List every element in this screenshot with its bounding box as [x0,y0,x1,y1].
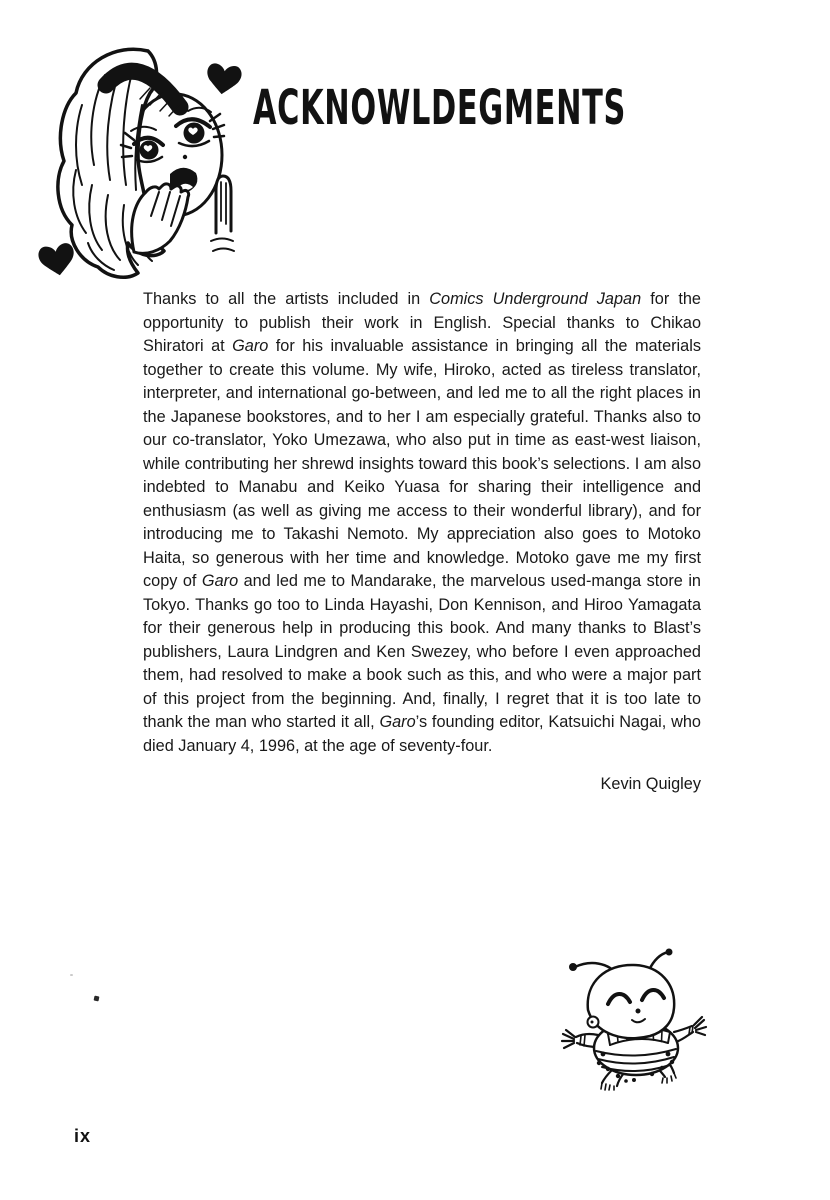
happy-bug-illustration [556,932,736,1097]
signature: Kevin Quigley [600,775,701,793]
body-block [143,288,701,797]
bug-right-arm [674,1017,706,1042]
acknowledgments-paragraph: Thanks to all the artists included in Comics Underground Japan for the opportunity to publish their work in English. Special thanks to Chikao Shiratori at Garo for his invaluable assistance in bringing all the materials together to create this volume. My wife, Hiroko, acted as tireless translator, interpreter, and international go-between, and led me to all the right places in the Japanese bookstores, and to her I am especially grateful. Thanks also to our co-translator, Yoko Umezawa, who also put in time as east-west liaison, while contributing her shrewd insights toward this book’s selections. I am also indebted to Manabu and Keiko Yuasa for sharing their intelligence and enthusiasm (as well as giving me access to their wonderful library), and for introducing me to Takashi Nemoto. My appreciation also goes to Motoko Haita, so generous with her time and knowledge. Motoko gave me my first copy of Garo and led me to Mandarake, the marvelous used-manga store in Tokyo. Thanks go too to Linda Hayashi, Don Kennison, and Hiroo Yamagata for their generous help in producing this book. And many thanks to Blast’s publishers, Laura Lindgren and Ken Swezey, who before I even approached them, had resolved to make a book such as this, and who were a major part of this project from the beginning. And, finally, I regret that it is too late to thank the man who started it all, Garo’s founding editor, Katsuichi Nagai, who died January 4, 1996, at the age of seventy-four. [143,290,701,755]
ink-speck [94,996,100,1002]
page-number: ix [74,1126,92,1146]
heart-icon [37,242,77,278]
girl-nose [183,155,187,159]
page-title: ACKNOWLDEGMENTS [253,78,627,136]
manga-girl-illustration [30,45,250,285]
bug-left-arm [562,1030,598,1048]
bug-ear-dot [591,1021,594,1024]
ink-speck-faint [70,974,73,976]
heart-icon [205,62,243,96]
